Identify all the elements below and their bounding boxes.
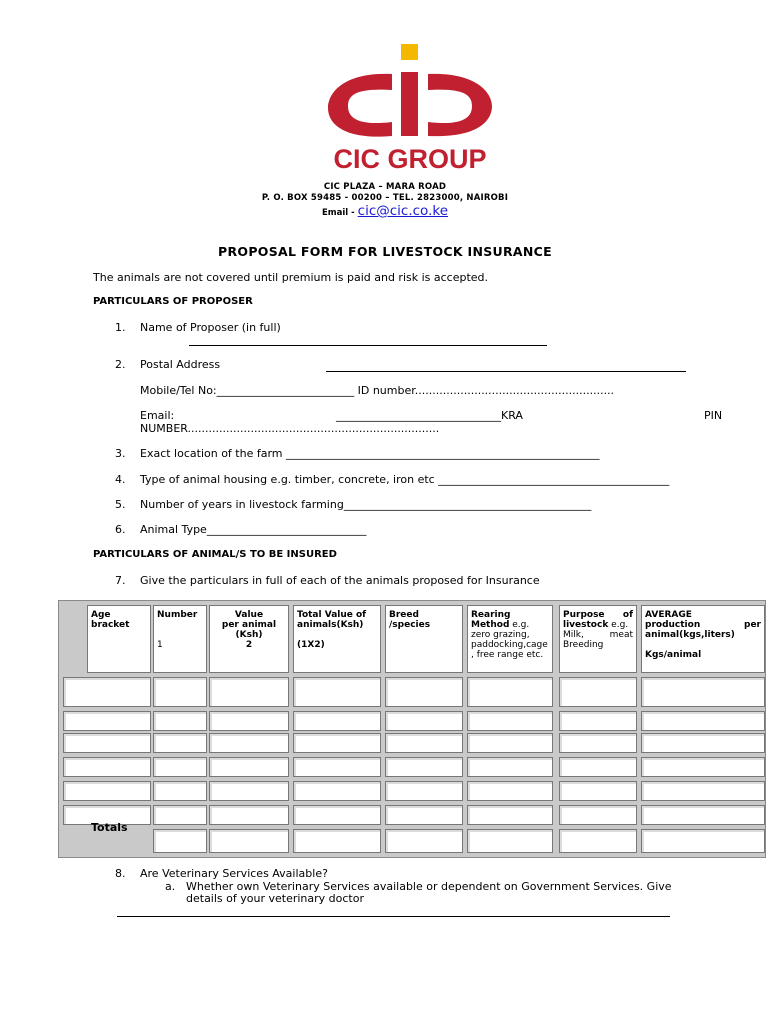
table-cell[interactable]	[209, 781, 289, 801]
table-cell[interactable]	[467, 757, 553, 777]
table-cell[interactable]	[467, 733, 553, 753]
table-cell[interactable]	[467, 781, 553, 801]
company-email-link[interactable]: cic@cic.co.ke	[357, 203, 449, 219]
company-email-line	[0, 203, 770, 219]
table-cell[interactable]	[153, 733, 207, 753]
table-cell[interactable]	[153, 781, 207, 801]
table-cell[interactable]	[293, 677, 381, 707]
table-cell[interactable]	[467, 711, 553, 731]
table-cell[interactable]	[559, 757, 637, 777]
table-cell[interactable]	[559, 781, 637, 801]
email-field-label: Email:	[140, 409, 175, 422]
table-cell[interactable]	[385, 781, 463, 801]
table-cell[interactable]	[293, 781, 381, 801]
table-cell[interactable]	[63, 677, 151, 707]
totals-cell[interactable]	[467, 829, 553, 853]
table-cell[interactable]	[209, 677, 289, 707]
postal-address-field[interactable]	[326, 371, 686, 372]
q7-label: Give the particulars in full of each of the animals proposed for Insurance	[140, 574, 540, 587]
q3-farm-location[interactable]: Exact location of the farm _________________________________________________________	[140, 447, 600, 460]
email-label: Email -	[321, 208, 355, 218]
coverage-notice: The animals are not covered until premium is paid and risk is accepted.	[93, 271, 489, 284]
table-cell[interactable]	[293, 711, 381, 731]
q8a-line2: details of your veterinary doctor	[186, 892, 364, 905]
table-cell[interactable]	[559, 733, 637, 753]
table-cell[interactable]	[467, 805, 553, 825]
q7-number: 7.	[115, 574, 126, 587]
q8-veterinary-field[interactable]	[117, 916, 670, 917]
totals-cell[interactable]	[385, 829, 463, 853]
header-age: Age bracket	[87, 605, 151, 673]
table-cell[interactable]	[559, 711, 637, 731]
table-cell[interactable]	[209, 805, 289, 825]
q3-number: 3.	[115, 447, 126, 460]
table-cell[interactable]	[559, 677, 637, 707]
q4-animal-housing[interactable]: Type of animal housing e.g. timber, concrete, iron etc __________________________________________	[140, 473, 670, 486]
table-cell[interactable]	[63, 757, 151, 777]
table-cell[interactable]	[153, 757, 207, 777]
table-cell[interactable]	[209, 757, 289, 777]
q8-label: Are Veterinary Services Available?	[140, 867, 328, 880]
table-cell[interactable]	[293, 733, 381, 753]
table-cell[interactable]	[641, 781, 765, 801]
table-cell[interactable]	[293, 805, 381, 825]
table-cell[interactable]	[63, 733, 151, 753]
table-cell[interactable]	[153, 805, 207, 825]
logo-reverse-c-shape	[428, 74, 492, 136]
table-cell[interactable]	[385, 677, 463, 707]
header-average-production: AVERAGE production per animal(kgs,liters) Kgs/animal	[641, 605, 765, 673]
q1-name-field[interactable]	[189, 345, 547, 346]
q1-label: Name of Proposer (in full)	[140, 321, 281, 334]
header-purpose: Purpose of livestock e.g. Milk, meat Breeding	[559, 605, 637, 673]
pin-label: PIN	[704, 409, 723, 422]
table-cell[interactable]	[153, 677, 207, 707]
logo-yellow-square	[401, 44, 418, 60]
totals-label: Totals	[91, 821, 128, 834]
totals-cell[interactable]	[153, 829, 207, 853]
table-cell[interactable]	[641, 677, 765, 707]
cic-group-logo	[322, 44, 498, 174]
mobile-id-line[interactable]: Mobile/Tel No:_________________________ ID number.........................................................	[140, 384, 615, 397]
table-cell[interactable]	[559, 805, 637, 825]
q6-animal-type[interactable]: Animal Type_____________________________	[140, 523, 367, 536]
table-cell[interactable]	[641, 733, 765, 753]
table-cell[interactable]	[641, 805, 765, 825]
q4-number: 4.	[115, 473, 126, 486]
header-value-per-animal: Value per animal (Ksh) 2	[209, 605, 289, 673]
table-cell[interactable]	[293, 757, 381, 777]
logo-i-bar	[401, 72, 418, 136]
q5-number: 5.	[115, 498, 126, 511]
q6-number: 6.	[115, 523, 126, 536]
table-cell[interactable]	[385, 733, 463, 753]
q2-number: 2.	[115, 358, 126, 371]
table-cell[interactable]	[641, 711, 765, 731]
totals-cell[interactable]	[641, 829, 765, 853]
header-total-value: Total Value of animals(Ksh) (1X2)	[293, 605, 381, 673]
header-number: Number 1	[153, 605, 207, 673]
pin-number-field[interactable]: NUMBER........................................................................	[140, 422, 440, 435]
totals-cell[interactable]	[293, 829, 381, 853]
table-cell[interactable]	[153, 711, 207, 731]
address-line-1: CIC PLAZA – MARA ROAD	[323, 182, 447, 192]
totals-cell[interactable]	[209, 829, 289, 853]
q2-label: Postal Address	[140, 358, 221, 371]
logo-c-shape	[328, 74, 392, 137]
header-breed: Breed /species	[385, 605, 463, 673]
header-rearing-method: Rearing Method e.g. zero grazing, paddocking,cage , free range etc.	[467, 605, 553, 673]
table-cell[interactable]	[385, 711, 463, 731]
section-proposer-heading: PARTICULARS OF PROPOSER	[93, 296, 253, 307]
q5-years-farming[interactable]: Number of years in livestock farming_____________________________________________	[140, 498, 592, 511]
kra-field[interactable]: ______________________________KRA	[336, 409, 523, 422]
form-title: PROPOSAL FORM FOR LIVESTOCK INSURANCE	[218, 244, 552, 259]
table-cell[interactable]	[209, 711, 289, 731]
address-line-2: P. O. BOX 59485 - 00200 – TEL. 2823000, NAIROBI	[261, 193, 509, 203]
section-animals-heading: PARTICULARS OF ANIMAL/S TO BE INSURED	[93, 549, 337, 560]
q1-number: 1.	[115, 321, 126, 334]
table-cell[interactable]	[209, 733, 289, 753]
table-cell[interactable]	[63, 781, 151, 801]
table-cell[interactable]	[467, 677, 553, 707]
q8a-label: a.	[165, 880, 176, 893]
q8-number: 8.	[115, 867, 126, 880]
q8a-line1: Whether own Veterinary Services available or dependent on Government Services. Give	[186, 880, 672, 893]
table-cell[interactable]	[385, 757, 463, 777]
totals-cell[interactable]	[559, 829, 637, 853]
logo-text: CIC GROUP	[333, 144, 487, 174]
table-cell[interactable]	[63, 711, 151, 731]
table-cell[interactable]	[641, 757, 765, 777]
animals-table	[58, 600, 766, 858]
table-cell[interactable]	[385, 805, 463, 825]
